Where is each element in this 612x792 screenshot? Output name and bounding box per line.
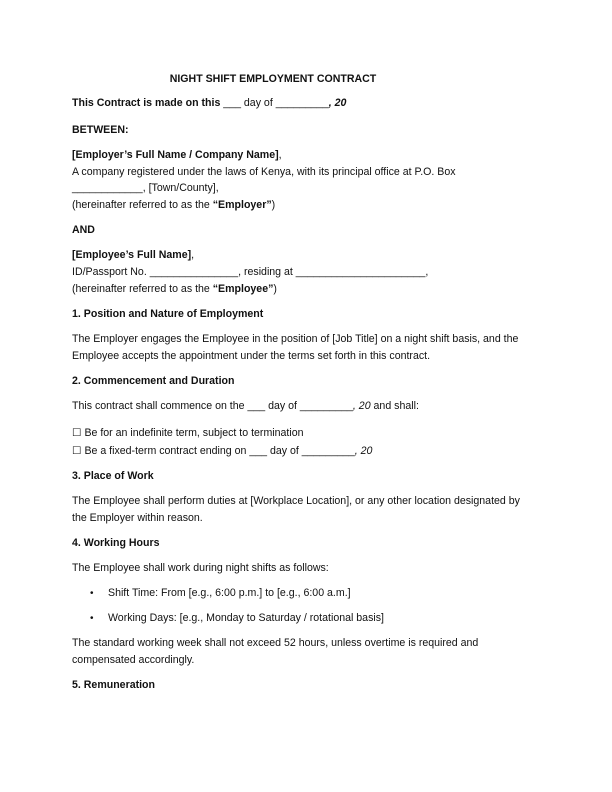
bullet-shift-time: Shift Time: From [e.g., 6:00 p.m.] to [e.g., 6:00 a.m.] [108, 587, 351, 599]
option-indefinite-term[interactable]: ☐ Be for an indefinite term, subject to termination [72, 427, 304, 439]
employer-line-1: A company registered under the laws of Kenya, with its principal office at P.O. Box [72, 166, 456, 178]
section-4-line-3: compensated accordingly. [72, 654, 195, 666]
employer-name-line [72, 149, 282, 162]
employer-ref-term: “Employer” [212, 199, 272, 211]
section-2-heading: 2. Commencement and Duration [72, 375, 235, 387]
commence-year: , 20 [352, 400, 371, 412]
employer-ref-prefix: (hereinafter referred to as the [72, 199, 213, 211]
section-3-line-2: the Employer within reason. [72, 512, 203, 524]
between-heading: BETWEEN: [72, 124, 129, 136]
section-4-heading: 4. Working Hours [72, 537, 160, 549]
commence-suffix: and shall: [370, 400, 419, 412]
commence-prefix: This contract shall commence on the ___ day of _________ [72, 400, 353, 412]
section-3-heading: 3. Place of Work [72, 470, 154, 482]
section-1-line-2: Employee accepts the appointment under the terms set forth in this contract. [72, 350, 431, 362]
employer-name: [Employer’s Full Name / Company Name] [72, 149, 279, 161]
section-4-line-2: The standard working week shall not exceed 52 hours, unless overtime is required and [72, 637, 479, 649]
employer-name-comma: , [278, 149, 282, 161]
employee-ref-term: “Employee” [212, 283, 274, 295]
employer-reference [72, 199, 275, 212]
day-blank: ___ [220, 97, 244, 109]
month-blank: _________ [272, 97, 329, 109]
fixed-term-year: , 20 [354, 445, 373, 457]
bullet-glyph-1: • [90, 588, 94, 599]
document-title: NIGHT SHIFT EMPLOYMENT CONTRACT [169, 73, 377, 85]
employee-name-comma: , [191, 249, 195, 261]
bullet-working-days: Working Days: [e.g., Monday to Saturday / rotational basis] [108, 612, 384, 624]
employee-ref-suffix: ) [273, 283, 277, 295]
employee-name: [Employee’s Full Name] [72, 249, 192, 261]
bullet-glyph-2: • [90, 613, 94, 624]
date-prefix: This Contract is made on this [72, 97, 221, 109]
and-heading: AND [72, 224, 95, 236]
section-4-intro: The Employee shall work during night shifts as follows: [72, 562, 329, 574]
section-1-line-1: The Employer engages the Employee in the position of [Job Title] on a night shift basis, and the [72, 333, 519, 345]
option-fixed-term[interactable] [72, 445, 372, 458]
contract-date-line [72, 97, 346, 110]
employer-ref-suffix: ) [271, 199, 276, 211]
employee-ref-prefix: (hereinafter referred to as the [72, 283, 213, 295]
employee-line-1: ID/Passport No. _______________, residing at ______________________, [72, 266, 429, 278]
fixed-term-prefix: ☐ Be a fixed-term contract ending on ___ day of _________ [72, 445, 355, 457]
section-1-heading: 1. Position and Nature of Employment [72, 308, 264, 320]
section-5-heading: 5. Remuneration [72, 679, 156, 691]
employee-reference [72, 283, 277, 296]
section-2-commence-line [72, 400, 419, 413]
employee-name-line [72, 249, 194, 262]
day-of-label: day of [243, 97, 273, 109]
employer-line-2: ____________, [Town/County], [72, 182, 219, 194]
section-3-line-1: The Employee shall perform duties at [Workplace Location], or any other location designated by [72, 495, 520, 507]
year-label: , 20 [328, 97, 347, 109]
